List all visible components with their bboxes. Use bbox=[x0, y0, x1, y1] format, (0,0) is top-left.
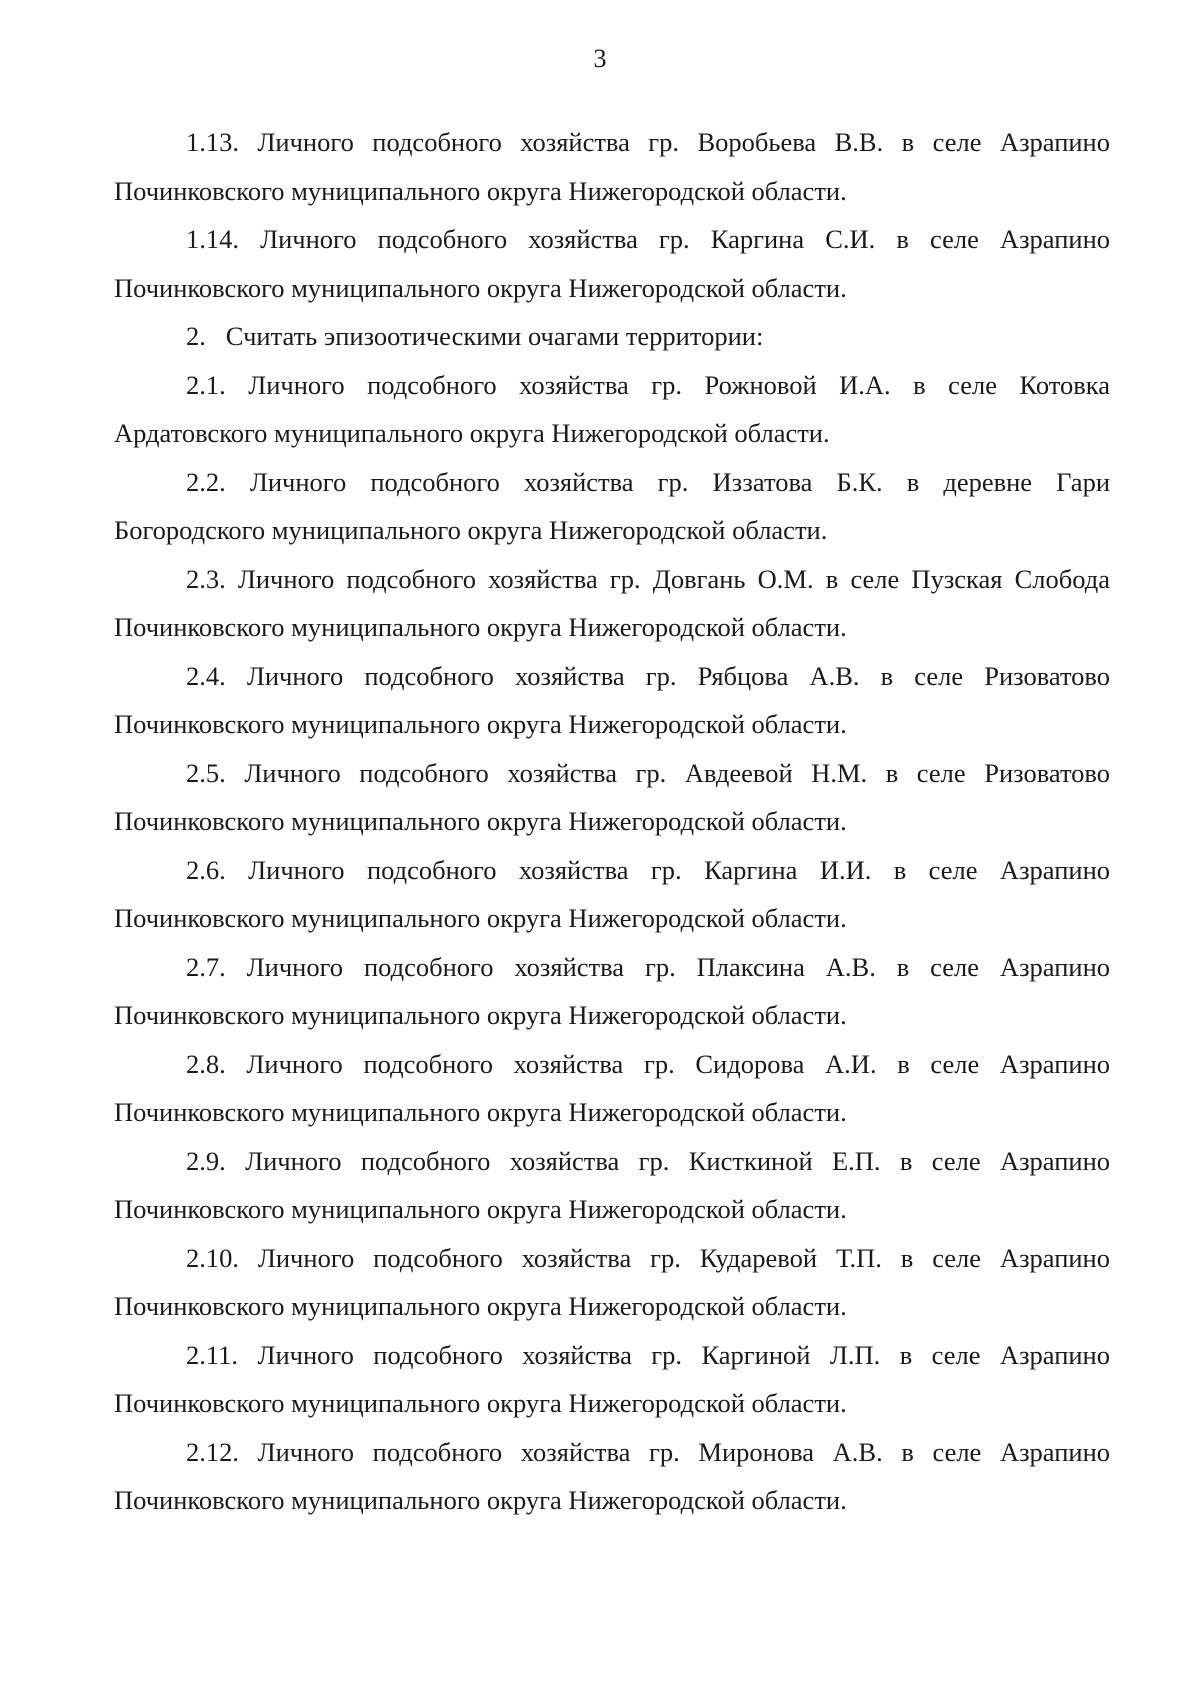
paragraph-number: 2.3. bbox=[186, 563, 226, 594]
paragraph-2 bbox=[114, 312, 1110, 361]
paragraph-text: Личного подсобного хозяйства гр. Плаксина А.В. в селе Азрапино Починковского муниципального округа Нижегородской области. bbox=[114, 951, 1110, 1030]
paragraph-text: Личного подсобного хозяйства гр. Сидорова А.И. в селе Азрапино Починковского муниципального округа Нижегородской области. bbox=[114, 1048, 1110, 1127]
paragraph-2-10 bbox=[114, 1234, 1110, 1331]
paragraph-number: 2.2. bbox=[186, 466, 226, 497]
paragraph-number: 2.11. bbox=[186, 1339, 239, 1370]
paragraph-2-11 bbox=[114, 1331, 1110, 1428]
paragraph-text: Личного подсобного хозяйства гр. Каргина И.И. в селе Азрапино Починковского муниципального округа Нижегородской области. bbox=[114, 854, 1110, 933]
paragraph-text: Личного подсобного хозяйства гр. Миронова А.В. в селе Азрапино Починковского муниципального округа Нижегородской области. bbox=[114, 1436, 1111, 1515]
paragraph-number: 1.14. bbox=[186, 224, 239, 254]
paragraph-2-1 bbox=[114, 361, 1110, 458]
paragraph-number: 1.13. bbox=[186, 127, 239, 157]
paragraph-text: Личного подсобного хозяйства гр. Каргина С.И. в селе Азрапино Починковского муниципального округа Нижегородской области. bbox=[114, 224, 1110, 303]
paragraph-number: 2.9. bbox=[186, 1145, 226, 1176]
paragraph-2-6 bbox=[114, 846, 1110, 943]
paragraph-text: Личного подсобного хозяйства гр. Каргиной Л.П. в селе Азрапино Починковского муниципального округа Нижегородской области. bbox=[114, 1339, 1110, 1418]
paragraph-text: Личного подсобного хозяйства гр. Рябцова А.В. в селе Ризоватово Починковского муниципального округа Нижегородской области. bbox=[114, 660, 1111, 739]
paragraph-2-8 bbox=[114, 1040, 1110, 1137]
paragraph-2-2 bbox=[114, 458, 1110, 555]
paragraph-number: 2.1. bbox=[186, 369, 226, 400]
paragraph-2-12 bbox=[114, 1428, 1110, 1525]
paragraph-text: Личного подсобного хозяйства гр. Авдеевой Н.М. в селе Ризоватово Починковского муниципального округа Нижегородской области. bbox=[114, 757, 1111, 836]
paragraph-text: Личного подсобного хозяйства гр. Довгань О.М. в селе Пузская Слобода Починковского муниципального округа Нижегородской области. bbox=[114, 563, 1110, 642]
paragraph-number: 2.6. bbox=[186, 854, 226, 885]
paragraph-number: 2.4. bbox=[186, 660, 226, 691]
paragraph-number: 2.8. bbox=[186, 1048, 226, 1079]
paragraph-text: Считать эпизоотическими очагами территории: bbox=[225, 321, 764, 351]
paragraph-text: Личного подсобного хозяйства гр. Рожновой И.А. в селе Котовка Ардатовского муниципального округа Нижегородской области. bbox=[114, 369, 1111, 448]
paragraph-text: Личного подсобного хозяйства гр. Кударевой Т.П. в селе Азрапино Починковского муниципального округа Нижегородской области. bbox=[114, 1242, 1110, 1321]
paragraph-text: Личного подсобного хозяйства гр. Иззатова Б.К. в деревне Гари Богородского муниципального округа Нижегородской области. bbox=[114, 466, 1111, 545]
paragraph-1-13 bbox=[114, 118, 1110, 215]
paragraph-2-5 bbox=[114, 749, 1110, 846]
paragraph-2-4 bbox=[114, 652, 1110, 749]
paragraph-text: Личного подсобного хозяйства гр. Кисткиной Е.П. в селе Азрапино Починковского муниципального округа Нижегородской области. bbox=[114, 1145, 1111, 1224]
paragraph-2-9 bbox=[114, 1137, 1110, 1234]
paragraph-number: 2.5. bbox=[186, 757, 226, 788]
paragraph-2-3 bbox=[114, 555, 1110, 652]
page-number: 3 bbox=[593, 44, 607, 73]
paragraph-number: 2.10. bbox=[186, 1242, 239, 1273]
paragraph-1-14 bbox=[114, 215, 1110, 312]
paragraph-2-7 bbox=[114, 943, 1110, 1040]
paragraph-text: Личного подсобного хозяйства гр. Воробьева В.В. в селе Азрапино Починковского муниципального округа Нижегородской области. bbox=[114, 127, 1110, 206]
paragraph-number: 2.12. bbox=[186, 1436, 239, 1467]
paragraph-number: 2.7. bbox=[186, 951, 226, 982]
paragraph-number: 2. bbox=[186, 321, 206, 351]
document-body bbox=[114, 118, 1110, 1525]
